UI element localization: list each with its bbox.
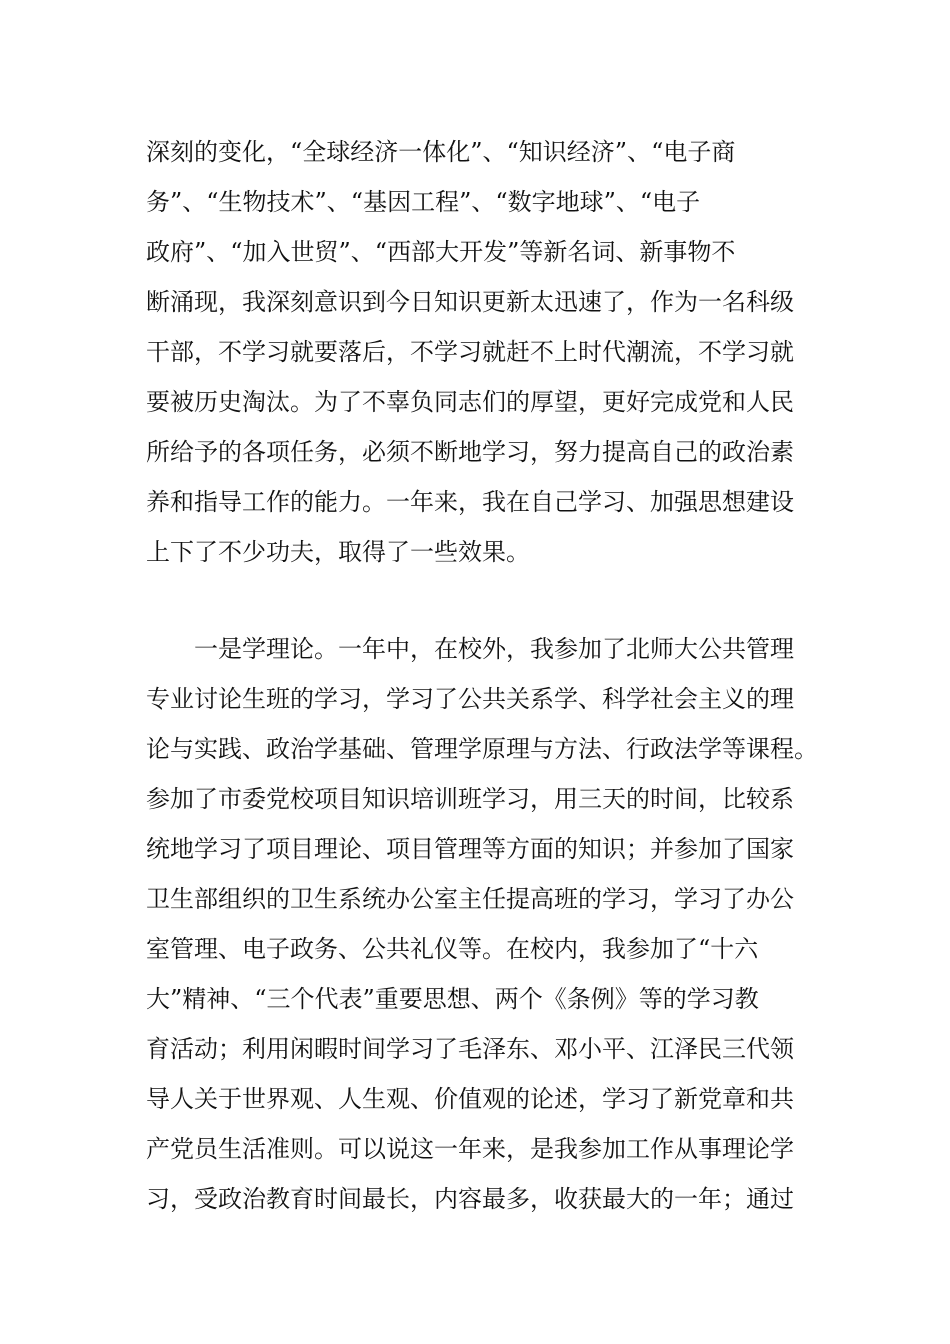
text-line: 统地学习了项目理论、项目管理等方面的知识；并参加了国家: [146, 835, 794, 863]
text-line: 上下了不少功夫，取得了一些效果。: [146, 538, 530, 566]
text-line: 产党员生活准则。可以说这一年来，是我参加工作从事理论学: [146, 1135, 794, 1163]
text-line: 深刻的变化，“全球经济一体化”、“知识经济”、“电子商: [146, 138, 736, 166]
text-line: 室管理、电子政务、公共礼仪等。在校内，我参加了“十六: [146, 935, 759, 963]
text-line: 大”精神、“三个代表”重要思想、两个《条例》等的学习教: [146, 985, 759, 1013]
text-line: 育活动；利用闲暇时间学习了毛泽东、邓小平、江泽民三代领: [146, 1035, 794, 1063]
text-line: 干部，不学习就要落后，不学习就赶不上时代潮流，不学习就: [146, 338, 794, 366]
text-line: 论与实践、政治学基础、管理学原理与方法、行政法学等课程。: [146, 735, 818, 763]
text-line: 养和指导工作的能力。一年来，我在自己学习、加强思想建设: [146, 488, 794, 516]
text-line: 所给予的各项任务，必须不断地学习，努力提高自己的政治素: [146, 438, 794, 466]
text-line: 导人关于世界观、人生观、价值观的论述，学习了新党章和共: [146, 1085, 794, 1113]
text-line: 卫生部组织的卫生系统办公室主任提高班的学习，学习了办公: [146, 885, 794, 913]
text-line-indented: 一是学理论。一年中，在校外，我参加了北师大公共管理: [194, 635, 794, 663]
text-line: 参加了市委党校项目知识培训班学习，用三天的时间，比较系: [146, 785, 794, 813]
text-line: 断涌现，我深刻意识到今日知识更新太迅速了，作为一名科级: [146, 288, 794, 316]
text-line: 专业讨论生班的学习，学习了公共关系学、科学社会主义的理: [146, 685, 794, 713]
text-line: 要被历史淘汰。为了不辜负同志们的厚望，更好完成党和人民: [146, 388, 794, 416]
text-line: 政府”、“加入世贸”、“西部大开发”等新名词、新事物不: [146, 238, 736, 266]
text-line: 习，受政治教育时间最长，内容最多，收获最大的一年；通过: [146, 1185, 794, 1213]
text-line: 务”、“生物技术”、“基因工程”、“数字地球”、“电子: [146, 188, 701, 216]
